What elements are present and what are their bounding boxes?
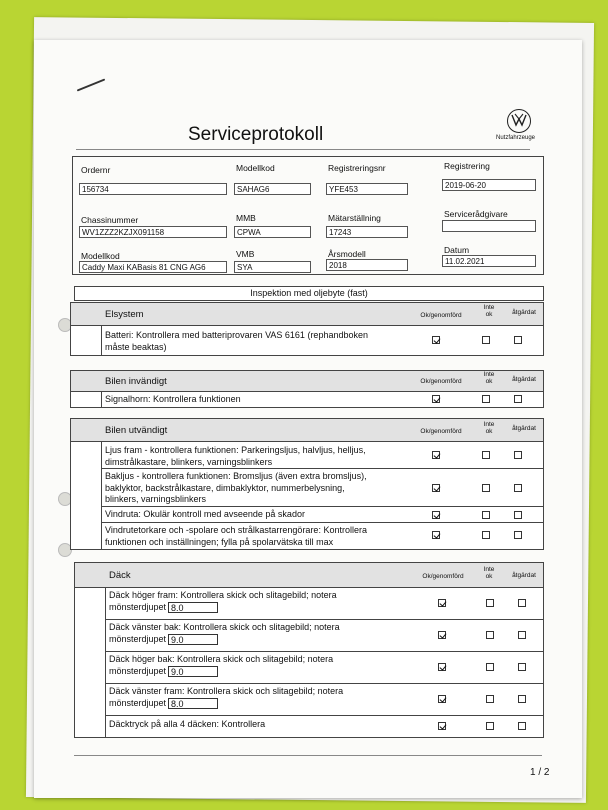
inspection-title: Inspektion med oljebyte (fast) [74, 286, 544, 301]
col-not-ok: Inte ok [483, 421, 495, 435]
checkbox-not-ok[interactable] [486, 599, 494, 607]
col-not-ok: Inte ok [483, 304, 495, 318]
checkbox-done[interactable] [432, 451, 440, 459]
tread-depth-field[interactable]: 9.0 [168, 634, 218, 645]
checkbox-action[interactable] [514, 484, 522, 492]
checkbox-action[interactable] [518, 695, 526, 703]
row-text: Signalhorn: Kontrollera funktionen [105, 394, 241, 404]
row-text: Vindruta: Okulär kontroll med avseende på skador [105, 509, 305, 519]
col-not-ok: Inte ok [483, 371, 495, 385]
table-row [101, 391, 543, 407]
table-row [101, 325, 543, 355]
section-header [71, 419, 543, 442]
matarstallning-field: 17243 [326, 226, 408, 238]
checkbox-done[interactable] [438, 695, 446, 703]
section-header [71, 303, 543, 326]
pen-mark [77, 78, 106, 91]
checkbox-action[interactable] [518, 722, 526, 730]
checkbox-action[interactable] [514, 511, 522, 519]
checkbox-action[interactable] [518, 663, 526, 671]
section-title: Bilen utvändigt [105, 425, 168, 436]
checkbox-not-ok[interactable] [482, 484, 490, 492]
tread-depth-field[interactable]: 8.0 [168, 602, 218, 613]
vehicle-info-block [72, 156, 544, 275]
table-row [105, 651, 543, 684]
datum-field: 11.02.2021 [442, 255, 536, 267]
table-row [101, 506, 543, 523]
modellkod-field: SAHAG6 [234, 183, 311, 195]
row-text: Däck vänster bak: Kontrollera skick och slitagebild; notera mönsterdjupet 9.0 [109, 622, 340, 645]
col-done: Ok/genomförd [420, 428, 462, 435]
checkbox-done[interactable] [432, 531, 440, 539]
section-title: Bilen invändigt [105, 376, 167, 387]
section-title: Däck [109, 570, 131, 581]
checkbox-not-ok[interactable] [486, 695, 494, 703]
divider [74, 755, 542, 756]
section-header [75, 563, 543, 588]
col-action: åtgärdat [512, 376, 536, 383]
registreringsnr-label: Registreringsnr [328, 163, 386, 173]
row-text: Vindrutetorkare och -spolare och strålkastarrengörare: Kontrollera funktionen och inställningen; fylla på spolarvätska till max [105, 525, 367, 547]
divider [76, 149, 530, 150]
row-text: Däck höger fram: Kontrollera skick och slitagebild; notera mönsterdjupet 8.0 [109, 590, 337, 613]
vmb-label: VMB [236, 249, 255, 259]
table-row [101, 522, 543, 549]
checkbox-done[interactable] [438, 663, 446, 671]
checkbox-not-ok[interactable] [486, 631, 494, 639]
modellkod-label: Modellkod [236, 163, 275, 173]
checkbox-action[interactable] [518, 599, 526, 607]
col-done: Ok/genomförd [420, 312, 462, 319]
modellkod2-field: Caddy Maxi KABasis 81 CNG AG6 [79, 261, 227, 273]
checkbox-not-ok[interactable] [482, 531, 490, 539]
tread-depth-field[interactable]: 9.0 [168, 666, 218, 677]
section-title: Elsystem [105, 309, 144, 320]
section-dack [74, 562, 544, 738]
row-text: Bakljus - kontrollera funktionen: Bromsljus (även extra bromsljus), baklyktor, backstrålkastare, dimbaklyktor, nummerbelysning, blinkers, varningsblinkers [105, 471, 367, 504]
arsmodell-field: 2018 [326, 259, 408, 271]
col-action: åtgärdat [512, 309, 536, 316]
serviceradgivare-label: Servicerådgivare [444, 209, 508, 219]
checkbox-not-ok[interactable] [482, 336, 490, 344]
vw-logo-icon [507, 109, 531, 133]
row-text: Däcktryck på alla 4 däcken: Kontrollera [109, 719, 266, 729]
mmb-field: CPWA [234, 226, 311, 238]
table-row [105, 587, 543, 620]
checkbox-done[interactable] [438, 599, 446, 607]
page-title: Serviceprotokoll [188, 124, 324, 145]
arsmodell-label: Årsmodell [328, 249, 366, 259]
checkbox-done[interactable] [438, 631, 446, 639]
section-elsystem [70, 302, 544, 356]
chassinummer-label: Chassinummer [81, 215, 139, 225]
col-done: Ok/genomförd [422, 573, 464, 580]
checkbox-not-ok[interactable] [486, 663, 494, 671]
ordernr-field: 156734 [79, 183, 227, 195]
checkbox-action[interactable] [514, 451, 522, 459]
checkbox-done[interactable] [432, 484, 440, 492]
col-done: Ok/genomförd [420, 378, 462, 385]
registreringsnr-field: YFE453 [326, 183, 408, 195]
row-text: Däck höger bak: Kontrollera skick och slitagebild; notera mönsterdjupet 9.0 [109, 654, 334, 677]
chassinummer-field: WV1ZZZ2KZJX091158 [79, 226, 227, 238]
col-not-ok: Inte ok [483, 566, 495, 580]
matarstallning-label: Mätarställning [328, 213, 381, 223]
checkbox-done[interactable] [438, 722, 446, 730]
checkbox-action[interactable] [518, 631, 526, 639]
section-bilen-invandigt [70, 370, 544, 408]
mmb-label: MMB [236, 213, 256, 223]
table-row [101, 468, 543, 507]
table-row [105, 619, 543, 652]
service-protocol-page [34, 40, 582, 798]
col-action: åtgärdat [512, 572, 536, 579]
checkbox-not-ok[interactable] [482, 395, 490, 403]
checkbox-done[interactable] [432, 511, 440, 519]
registrering-field: 2019-06-20 [442, 179, 536, 191]
checkbox-not-ok[interactable] [482, 511, 490, 519]
vmb-field: SYA [234, 261, 311, 273]
row-text: Ljus fram - kontrollera funktionen: Parkeringsljus, halvljus, helljus, dimstrålkastare, blinkers, varningsblinkers [105, 445, 366, 467]
page-number: 1 / 2 [530, 767, 550, 778]
col-action: åtgärdat [512, 425, 536, 432]
checkbox-action[interactable] [514, 336, 522, 344]
table-row [101, 441, 543, 469]
section-bilen-utvandigt [70, 418, 544, 550]
checkbox-not-ok[interactable] [486, 722, 494, 730]
checkbox-done[interactable] [432, 336, 440, 344]
checkbox-done[interactable] [432, 395, 440, 403]
table-row [105, 683, 543, 716]
section-header [71, 371, 543, 392]
row-text: Batteri: Kontrollera med batteriprovaren VAS 6161 (rephandboken måste beaktas) [105, 330, 368, 352]
table-row [105, 715, 543, 737]
modellkod2-label: Modellkod [81, 251, 120, 261]
brand-text: Nutzfahrzeuge [496, 135, 536, 141]
checkbox-action[interactable] [514, 395, 522, 403]
tread-depth-field[interactable]: 8.0 [168, 698, 218, 709]
row-text: Däck vänster fram: Kontrollera skick och slitagebild; notera mönsterdjupet 8.0 [109, 686, 344, 709]
ordernr-label: Ordernr [81, 165, 111, 175]
registrering-label: Registrering [444, 161, 490, 171]
checkbox-not-ok[interactable] [482, 451, 490, 459]
checkbox-action[interactable] [514, 531, 522, 539]
datum-label: Datum [444, 245, 470, 255]
serviceradgivare-field [442, 220, 536, 232]
